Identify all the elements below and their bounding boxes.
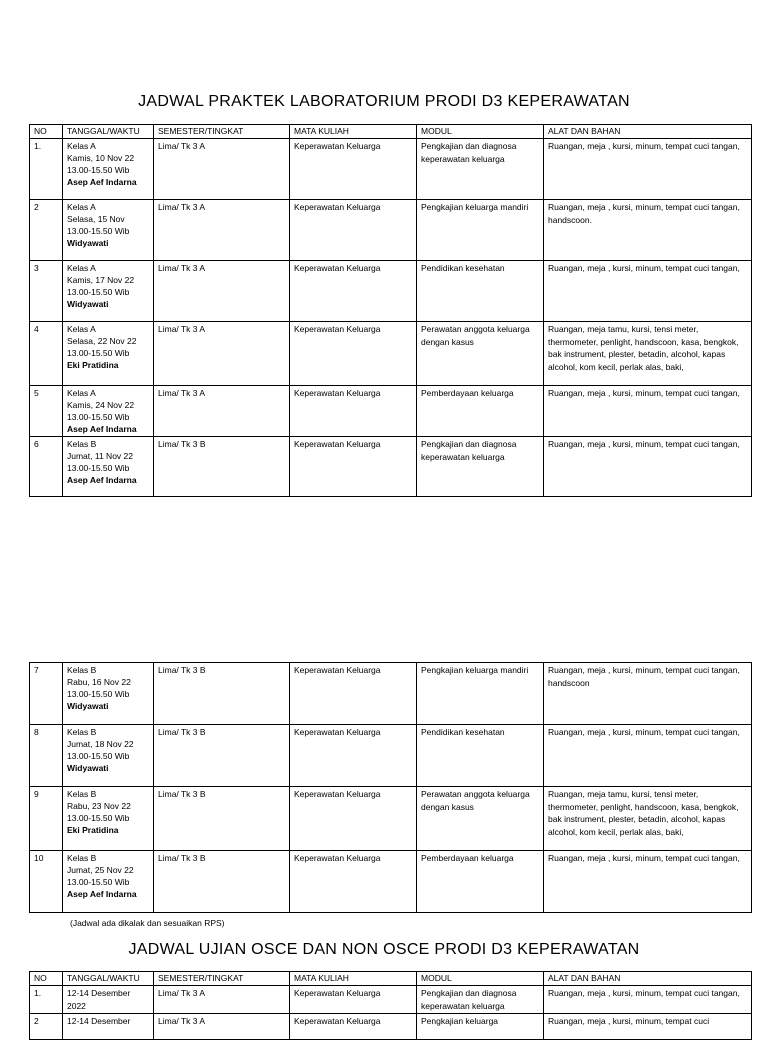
cell-modul: Pendidikan kesehatan	[417, 261, 544, 322]
cell-modul: Pengkajian dan diagnosa keperawatan keluarga	[417, 986, 544, 1014]
table-body	[30, 972, 752, 1040]
cell-tanggal: 12-14 Desember 2022	[63, 986, 154, 1014]
cell-modul: Pengkajian keluarga	[417, 1014, 544, 1040]
cell-alat: Ruangan, meja tamu, kursi, tensi meter, thermometer, penlight, handscoon, kasa, bengkok, bak instrument, plester, betadin, alcohol, kapas alcohol, kom kecil, perlak alas, baki,	[544, 322, 752, 386]
table-row	[30, 386, 752, 437]
instructor-name: Widyawati	[67, 701, 109, 711]
cell-semester: Lima/ Tk 3 B	[154, 663, 290, 725]
table-header-row	[30, 125, 752, 139]
cell-no: 1.	[30, 139, 63, 200]
cell-semester: Lima/ Tk 3 B	[154, 725, 290, 787]
cell-modul: Pendidikan kesehatan	[417, 725, 544, 787]
cell-no: 2	[30, 1014, 63, 1040]
lab-schedule-table-part2	[29, 662, 752, 913]
kelas-label: Kelas B	[67, 789, 97, 799]
cell-modul: Perawatan anggota keluarga dengan kasus	[417, 787, 544, 851]
time-label: 13.00-15.50 Wib	[67, 877, 130, 887]
table-row	[30, 322, 752, 386]
cell-tanggal: 12-14 Desember	[63, 1014, 154, 1040]
cell-tanggal	[63, 261, 154, 322]
table-row	[30, 725, 752, 787]
cell-semester: Lima/ Tk 3 A	[154, 322, 290, 386]
date-label: Jumat, 11 Nov 22	[67, 451, 133, 461]
cell-mata-kuliah: Keperawatan Keluarga	[290, 663, 417, 725]
header-semester: SEMESTER/TINGKAT	[154, 972, 290, 986]
table-body	[30, 125, 752, 497]
table-row	[30, 1014, 752, 1040]
instructor-name: Asep Aef Indarna	[67, 177, 137, 187]
cell-semester: Lima/ Tk 3 B	[154, 437, 290, 497]
header-alat: ALAT DAN BAHAN	[544, 972, 752, 986]
cell-tanggal	[63, 200, 154, 261]
cell-mata-kuliah: Keperawatan Keluarga	[290, 1014, 417, 1040]
cell-semester: Lima/ Tk 3 A	[154, 139, 290, 200]
time-label: 13.00-15.50 Wib	[67, 165, 130, 175]
kelas-label: Kelas B	[67, 439, 97, 449]
cell-alat: Ruangan, meja , kursi, minum, tempat cuci	[544, 1014, 752, 1040]
cell-no: 3	[30, 261, 63, 322]
kelas-label: Kelas B	[67, 853, 97, 863]
kelas-label: Kelas A	[67, 263, 96, 273]
instructor-name: Widyawati	[67, 763, 109, 773]
instructor-name: Eki Pratidina	[67, 825, 119, 835]
date-label: Kamis, 10 Nov 22	[67, 153, 135, 163]
instructor-name: Asep Aef Indarna	[67, 475, 137, 485]
instructor-name: Widyawati	[67, 299, 109, 309]
header-modul: MODUL	[417, 125, 544, 139]
cell-mata-kuliah: Keperawatan Keluarga	[290, 986, 417, 1014]
header-tanggal: TANGGAL/WAKTU	[63, 125, 154, 139]
cell-modul: Pemberdayaan keluarga	[417, 851, 544, 913]
time-label: 13.00-15.50 Wib	[67, 463, 130, 473]
header-tanggal: TANGGAL/WAKTU	[63, 972, 154, 986]
table-row	[30, 787, 752, 851]
header-mata-kuliah: MATA KULIAH	[290, 125, 417, 139]
cell-mata-kuliah: Keperawatan Keluarga	[290, 261, 417, 322]
osce-schedule-table	[29, 971, 752, 1040]
cell-mata-kuliah: Keperawatan Keluarga	[290, 200, 417, 261]
cell-no: 4	[30, 322, 63, 386]
cell-tanggal	[63, 725, 154, 787]
cell-modul: Pengkajian keluarga mandiri	[417, 663, 544, 725]
osce-title: JADWAL UJIAN OSCE DAN NON OSCE PRODI D3 KEPERAWATAN	[128, 941, 640, 958]
cell-tanggal	[63, 663, 154, 725]
cell-tanggal	[63, 437, 154, 497]
cell-mata-kuliah: Keperawatan Keluarga	[290, 851, 417, 913]
table-row	[30, 437, 752, 497]
time-label: 13.00-15.50 Wib	[67, 689, 130, 699]
header-no: NO	[30, 972, 63, 986]
cell-mata-kuliah: Keperawatan Keluarga	[290, 437, 417, 497]
cell-alat: Ruangan, meja , kursi, minum, tempat cuci tangan,	[544, 139, 752, 200]
date-label: Kamis, 17 Nov 22	[67, 275, 135, 285]
date-label: Selasa, 15 Nov	[67, 214, 125, 224]
table-row	[30, 851, 752, 913]
cell-semester: Lima/ Tk 3 A	[154, 986, 290, 1014]
cell-no: 8	[30, 725, 63, 787]
kelas-label: Kelas A	[67, 324, 96, 334]
date-label: Rabu, 23 Nov 22	[67, 801, 131, 811]
time-label: 13.00-15.50 Wib	[67, 226, 130, 236]
cell-modul: Pengkajian dan diagnosa keperawatan keluarga	[417, 437, 544, 497]
kelas-label: Kelas A	[67, 202, 96, 212]
cell-mata-kuliah: Keperawatan Keluarga	[290, 139, 417, 200]
instructor-name: Widyawati	[67, 238, 109, 248]
cell-alat: Ruangan, meja , kursi, minum, tempat cuci tangan,	[544, 437, 752, 497]
cell-modul: Pengkajian keluarga mandiri	[417, 200, 544, 261]
cell-modul: Pengkajian dan diagnosa keperawatan keluarga	[417, 139, 544, 200]
kelas-label: Kelas A	[67, 388, 96, 398]
cell-tanggal	[63, 139, 154, 200]
cell-modul: Pemberdayaan keluarga	[417, 386, 544, 437]
instructor-name: Asep Aef Indarna	[67, 889, 137, 899]
cell-alat: Ruangan, meja , kursi, minum, tempat cuci tangan,	[544, 725, 752, 787]
instructor-name: Asep Aef Indarna	[67, 424, 137, 434]
cell-alat: Ruangan, meja , kursi, minum, tempat cuci tangan,	[544, 851, 752, 913]
cell-tanggal	[63, 386, 154, 437]
cell-no: 9	[30, 787, 63, 851]
page-title: JADWAL PRAKTEK LABORATORIUM PRODI D3 KEPERAWATAN	[138, 93, 630, 110]
cell-no: 5	[30, 386, 63, 437]
cell-semester: Lima/ Tk 3 A	[154, 261, 290, 322]
header-alat: ALAT DAN BAHAN	[544, 125, 752, 139]
cell-tanggal	[63, 322, 154, 386]
cell-semester: Lima/ Tk 3 B	[154, 787, 290, 851]
instructor-name: Eki Pratidina	[67, 360, 119, 370]
cell-mata-kuliah: Keperawatan Keluarga	[290, 787, 417, 851]
header-no: NO	[30, 125, 63, 139]
cell-no: 6	[30, 437, 63, 497]
cell-no: 2	[30, 200, 63, 261]
cell-mata-kuliah: Keperawatan Keluarga	[290, 386, 417, 437]
table-row	[30, 261, 752, 322]
cell-no: 1.	[30, 986, 63, 1014]
schedule-note: (Jadwal ada dikalak dan sesuaikan RPS)	[70, 918, 225, 928]
cell-tanggal	[63, 787, 154, 851]
cell-alat: Ruangan, meja , kursi, minum, tempat cuci tangan, handscoon.	[544, 200, 752, 261]
cell-alat: Ruangan, meja tamu, kursi, tensi meter, thermometer, penlight, handscoon, kasa, bengkok, bak instrument, plester, betadin, alcohol, kapas alcohol, kom kecil, perlak alas, baki,	[544, 787, 752, 851]
cell-semester: Lima/ Tk 3 A	[154, 1014, 290, 1040]
cell-semester: Lima/ Tk 3 A	[154, 386, 290, 437]
table-row	[30, 986, 752, 1014]
date-label: Jumat, 18 Nov 22	[67, 739, 134, 749]
cell-alat: Ruangan, meja , kursi, minum, tempat cuci tangan,	[544, 261, 752, 322]
table-row	[30, 200, 752, 261]
time-label: 13.00-15.50 Wib	[67, 287, 130, 297]
cell-no: 10	[30, 851, 63, 913]
table-header-row	[30, 972, 752, 986]
time-label: 13.00-15.50 Wib	[67, 348, 130, 358]
cell-modul: Perawatan anggota keluarga dengan kasus	[417, 322, 544, 386]
header-modul: MODUL	[417, 972, 544, 986]
date-label: Rabu, 16 Nov 22	[67, 677, 131, 687]
kelas-label: Kelas B	[67, 665, 97, 675]
date-label: Jumat, 25 Nov 22	[67, 865, 134, 875]
time-label: 13.00-15.50 Wib	[67, 412, 130, 422]
cell-semester: Lima/ Tk 3 A	[154, 200, 290, 261]
cell-mata-kuliah: Keperawatan Keluarga	[290, 322, 417, 386]
cell-semester: Lima/ Tk 3 B	[154, 851, 290, 913]
table-row	[30, 663, 752, 725]
time-label: 13.00-15.50 Wib	[67, 813, 130, 823]
cell-tanggal	[63, 851, 154, 913]
date-label: Selasa, 22 Nov 22	[67, 336, 137, 346]
cell-no: 7	[30, 663, 63, 725]
header-mata-kuliah: MATA KULIAH	[290, 972, 417, 986]
cell-alat: Ruangan, meja , kursi, minum, tempat cuci tangan,	[544, 386, 752, 437]
lab-schedule-table-part1	[29, 124, 752, 497]
table-body	[30, 663, 752, 913]
cell-alat: Ruangan, meja , kursi, minum, tempat cuci tangan,	[544, 986, 752, 1014]
time-label: 13.00-15.50 Wib	[67, 751, 130, 761]
header-semester: SEMESTER/TINGKAT	[154, 125, 290, 139]
date-label: Kamis, 24 Nov 22	[67, 400, 135, 410]
kelas-label: Kelas B	[67, 727, 97, 737]
cell-alat: Ruangan, meja , kursi, minum, tempat cuci tangan, handscoon	[544, 663, 752, 725]
cell-mata-kuliah: Keperawatan Keluarga	[290, 725, 417, 787]
kelas-label: Kelas A	[67, 141, 96, 151]
table-row	[30, 139, 752, 200]
